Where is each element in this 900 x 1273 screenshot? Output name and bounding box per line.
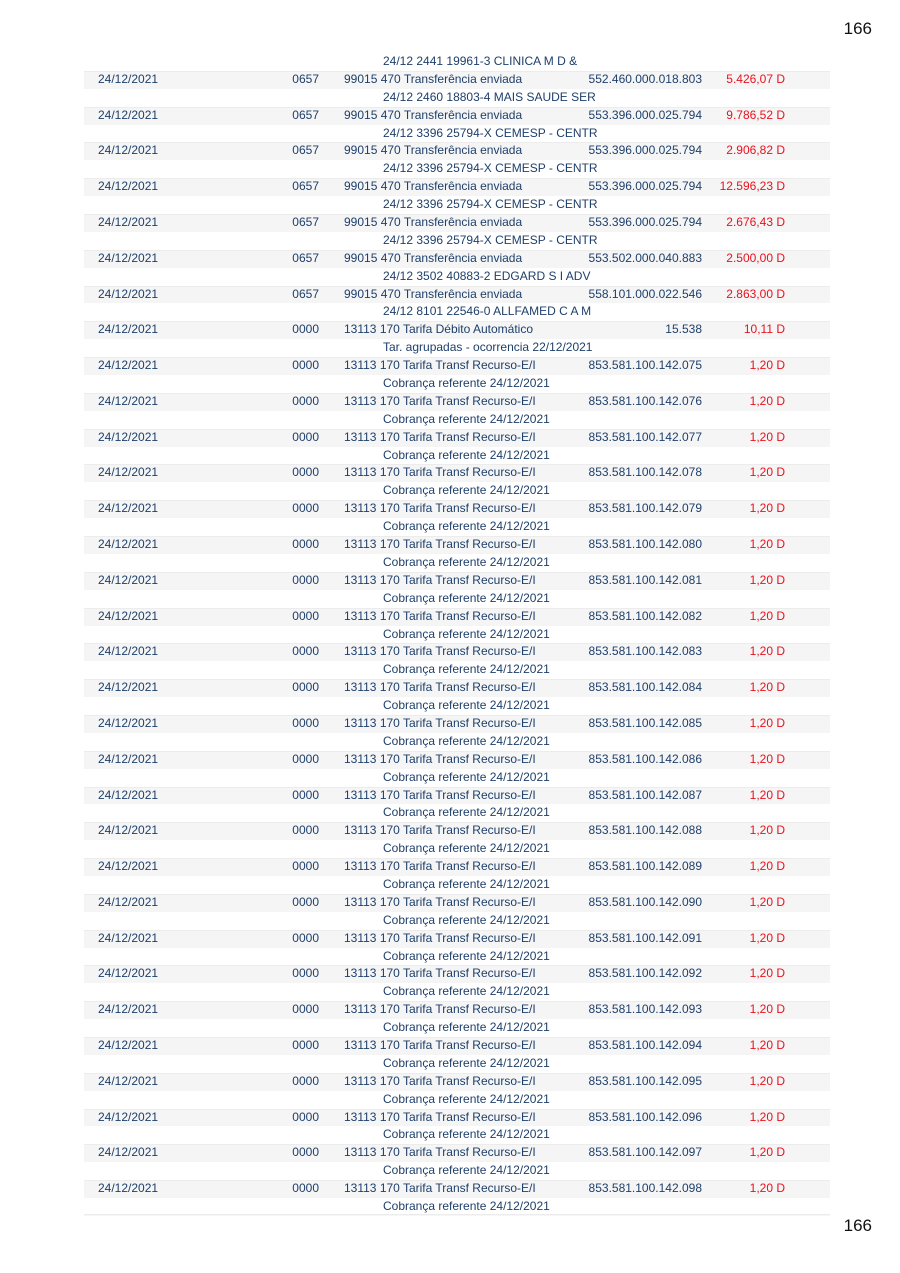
entry-history: 13113 170 Tarifa Transf Recurso-E/I xyxy=(344,644,536,659)
table-row-detail xyxy=(84,590,830,608)
entry-date: 24/12/2021 xyxy=(98,1181,159,1196)
table-row-detail xyxy=(84,948,830,966)
entry-detail: Cobrança referente 24/12/2021 xyxy=(383,841,550,856)
entry-document: 558.101.000.022.546 xyxy=(588,286,702,301)
entry-value: 1,20 D xyxy=(749,1037,785,1052)
entry-agency: 0000 xyxy=(292,1037,319,1052)
entry-date: 24/12/2021 xyxy=(98,465,159,480)
entry-agency: 0657 xyxy=(292,215,319,230)
entry-date: 24/12/2021 xyxy=(98,787,159,802)
entry-value: 1,20 D xyxy=(749,572,785,587)
entry-detail: Cobrança referente 24/12/2021 xyxy=(383,411,550,426)
entry-history: 13113 170 Tarifa Transf Recurso-E/I xyxy=(344,715,536,730)
entry-detail: Cobrança referente 24/12/2021 xyxy=(383,1091,550,1106)
entry-history: 13113 170 Tarifa Transf Recurso-E/I xyxy=(344,1181,536,1196)
entry-agency: 0657 xyxy=(292,179,319,194)
entry-value: 1,20 D xyxy=(749,1181,785,1196)
entry-value: 9.786,52 D xyxy=(726,107,785,122)
entry-value: 1,20 D xyxy=(749,1002,785,1017)
table-row xyxy=(84,572,830,590)
entry-document: 553.502.000.040.883 xyxy=(588,250,702,265)
entry-agency: 0000 xyxy=(292,930,319,945)
entry-document: 853.581.100.142.080 xyxy=(588,537,702,552)
entry-detail: Cobrança referente 24/12/2021 xyxy=(383,483,550,498)
table-row-detail xyxy=(84,160,830,178)
table-row xyxy=(84,393,830,411)
entry-document: 553.396.000.025.794 xyxy=(588,215,702,230)
entry-history: 13113 170 Tarifa Transf Recurso-E/I xyxy=(344,787,536,802)
entry-detail: 24/12 3502 40883-2 EDGARD S I ADV xyxy=(383,268,591,283)
table-row xyxy=(84,965,830,983)
entry-agency: 0657 xyxy=(292,71,319,86)
entry-document: 853.581.100.142.091 xyxy=(588,930,702,945)
entry-history: 13113 170 Tarifa Transf Recurso-E/I xyxy=(344,859,536,874)
entry-agency: 0000 xyxy=(292,1073,319,1088)
entry-date: 24/12/2021 xyxy=(98,608,159,623)
table-row-detail xyxy=(84,876,830,894)
entry-date: 24/12/2021 xyxy=(98,71,159,86)
table-row xyxy=(84,142,830,160)
entry-detail: Cobrança referente 24/12/2021 xyxy=(383,554,550,569)
entry-date: 24/12/2021 xyxy=(98,1109,159,1124)
entry-value: 1,20 D xyxy=(749,930,785,945)
table-row xyxy=(84,357,830,375)
table-row-detail xyxy=(84,733,830,751)
entry-document: 853.581.100.142.077 xyxy=(588,429,702,444)
table-row-detail xyxy=(84,411,830,429)
entry-value: 1,20 D xyxy=(749,823,785,838)
entry-agency: 0000 xyxy=(292,859,319,874)
entry-date: 24/12/2021 xyxy=(98,179,159,194)
entry-agency: 0000 xyxy=(292,1002,319,1017)
entry-date: 24/12/2021 xyxy=(98,322,159,337)
entry-history: 13113 170 Tarifa Transf Recurso-E/I xyxy=(344,1037,536,1052)
entry-date: 24/12/2021 xyxy=(98,859,159,874)
table-row xyxy=(84,1144,830,1162)
entry-history: 99015 470 Transferência enviada xyxy=(344,250,523,265)
entry-detail: Cobrança referente 24/12/2021 xyxy=(383,876,550,891)
entry-document: 552.460.000.018.803 xyxy=(588,71,702,86)
entry-history: 13113 170 Tarifa Transf Recurso-E/I xyxy=(344,1145,536,1160)
entry-date: 24/12/2021 xyxy=(98,286,159,301)
table-row-detail xyxy=(84,125,830,143)
entry-detail: Cobrança referente 24/12/2021 xyxy=(383,662,550,677)
table-row-detail xyxy=(84,840,830,858)
entry-value: 1,20 D xyxy=(749,644,785,659)
entry-detail: Cobrança referente 24/12/2021 xyxy=(383,590,550,605)
entry-document: 853.581.100.142.079 xyxy=(588,501,702,516)
entry-document: 853.581.100.142.092 xyxy=(588,966,702,981)
table-row xyxy=(84,930,830,948)
entry-date: 24/12/2021 xyxy=(98,1145,159,1160)
entry-document: 853.581.100.142.081 xyxy=(588,572,702,587)
table-row xyxy=(84,608,830,626)
entry-document: 853.581.100.142.076 xyxy=(588,393,702,408)
entry-value: 1,20 D xyxy=(749,787,785,802)
entry-history: 13113 170 Tarifa Transf Recurso-E/I xyxy=(344,966,536,981)
table-row xyxy=(84,643,830,661)
table-row-detail xyxy=(84,268,830,286)
entry-history: 13113 170 Tarifa Transf Recurso-E/I xyxy=(344,465,536,480)
table-row-detail xyxy=(84,53,830,71)
entry-document: 853.581.100.142.083 xyxy=(588,644,702,659)
entry-date: 24/12/2021 xyxy=(98,1002,159,1017)
entry-agency: 0000 xyxy=(292,429,319,444)
entry-date: 24/12/2021 xyxy=(98,823,159,838)
entry-value: 1,20 D xyxy=(749,465,785,480)
entry-date: 24/12/2021 xyxy=(98,393,159,408)
table-row xyxy=(84,787,830,805)
entry-detail: Cobrança referente 24/12/2021 xyxy=(383,733,550,748)
table-row-detail xyxy=(84,375,830,393)
entry-document: 853.581.100.142.078 xyxy=(588,465,702,480)
entry-date: 24/12/2021 xyxy=(98,358,159,373)
table-row-detail xyxy=(84,1019,830,1037)
entry-detail: 24/12 3396 25794-X CEMESP - CENTR xyxy=(383,197,598,212)
entry-value: 2.500,00 D xyxy=(726,250,785,265)
table-row-detail xyxy=(84,1198,830,1216)
entry-detail: Tar. agrupadas - ocorrencia 22/12/2021 xyxy=(383,340,593,355)
table-row-detail xyxy=(84,697,830,715)
entry-detail: Cobrança referente 24/12/2021 xyxy=(383,912,550,927)
entry-history: 13113 170 Tarifa Transf Recurso-E/I xyxy=(344,894,536,909)
entry-history: 13113 170 Tarifa Transf Recurso-E/I xyxy=(344,537,536,552)
entry-document: 853.581.100.142.098 xyxy=(588,1181,702,1196)
entry-document: 853.581.100.142.095 xyxy=(588,1073,702,1088)
entry-document: 853.581.100.142.093 xyxy=(588,1002,702,1017)
entry-document: 15.538 xyxy=(665,322,702,337)
entry-agency: 0000 xyxy=(292,572,319,587)
entry-agency: 0657 xyxy=(292,250,319,265)
table-row-detail xyxy=(84,518,830,536)
entry-detail: Cobrança referente 24/12/2021 xyxy=(383,805,550,820)
entry-date: 24/12/2021 xyxy=(98,680,159,695)
entry-value: 1,20 D xyxy=(749,537,785,552)
entry-history: 13113 170 Tarifa Transf Recurso-E/I xyxy=(344,358,536,373)
entry-value: 1,20 D xyxy=(749,966,785,981)
table-row xyxy=(84,822,830,840)
table-row-detail xyxy=(84,339,830,357)
table-row xyxy=(84,214,830,232)
table-row xyxy=(84,1180,830,1198)
entry-value: 1,20 D xyxy=(749,1145,785,1160)
table-row-detail xyxy=(84,661,830,679)
entry-date: 24/12/2021 xyxy=(98,1073,159,1088)
entry-history: 13113 170 Tarifa Transf Recurso-E/I xyxy=(344,930,536,945)
table-row xyxy=(84,1109,830,1127)
entry-value: 5.426,07 D xyxy=(726,71,785,86)
table-row xyxy=(84,858,830,876)
entry-detail: 24/12 2460 18803-4 MAIS SAUDE SER xyxy=(383,89,596,104)
entry-value: 2.906,82 D xyxy=(726,143,785,158)
entry-value: 1,20 D xyxy=(749,715,785,730)
table-row-detail xyxy=(84,196,830,214)
entry-detail: Cobrança referente 24/12/2021 xyxy=(383,1199,550,1213)
table-row xyxy=(84,250,830,268)
entry-date: 24/12/2021 xyxy=(98,250,159,265)
entry-document: 553.396.000.025.794 xyxy=(588,143,702,158)
table-row xyxy=(84,1073,830,1091)
table-row-detail xyxy=(84,89,830,107)
entry-agency: 0000 xyxy=(292,1181,319,1196)
entry-agency: 0000 xyxy=(292,715,319,730)
entry-date: 24/12/2021 xyxy=(98,644,159,659)
table-row-detail xyxy=(84,1126,830,1144)
entry-value: 1,20 D xyxy=(749,1109,785,1124)
entry-agency: 0000 xyxy=(292,966,319,981)
table-row xyxy=(84,500,830,518)
entry-agency: 0000 xyxy=(292,322,319,337)
entry-agency: 0000 xyxy=(292,537,319,552)
entry-detail: 24/12 3396 25794-X CEMESP - CENTR xyxy=(383,161,598,176)
entry-document: 853.581.100.142.089 xyxy=(588,859,702,874)
entry-value: 1,20 D xyxy=(749,859,785,874)
entry-document: 853.581.100.142.096 xyxy=(588,1109,702,1124)
entry-date: 24/12/2021 xyxy=(98,572,159,587)
entry-agency: 0000 xyxy=(292,501,319,516)
table-row xyxy=(84,286,830,304)
entry-agency: 0000 xyxy=(292,644,319,659)
entry-detail: Cobrança referente 24/12/2021 xyxy=(383,698,550,713)
entry-detail: Cobrança referente 24/12/2021 xyxy=(383,948,550,963)
table-row xyxy=(84,715,830,733)
table-row-detail xyxy=(84,804,830,822)
table-row xyxy=(84,1001,830,1019)
entry-date: 24/12/2021 xyxy=(98,537,159,552)
entry-document: 853.581.100.142.097 xyxy=(588,1145,702,1160)
table-row xyxy=(84,321,830,339)
entry-document: 553.396.000.025.794 xyxy=(588,179,702,194)
entry-agency: 0657 xyxy=(292,107,319,122)
entry-history: 99015 470 Transferência enviada xyxy=(344,107,523,122)
entry-agency: 0000 xyxy=(292,608,319,623)
entry-agency: 0000 xyxy=(292,465,319,480)
entry-history: 13113 170 Tarifa Transf Recurso-E/I xyxy=(344,608,536,623)
table-row-detail xyxy=(84,447,830,465)
entry-value: 1,20 D xyxy=(749,429,785,444)
table-row-detail xyxy=(84,1091,830,1109)
table-row-detail xyxy=(84,983,830,1001)
entry-value: 1,20 D xyxy=(749,1073,785,1088)
table-row-detail xyxy=(84,303,830,321)
table-row xyxy=(84,429,830,447)
entry-history: 13113 170 Tarifa Transf Recurso-E/I xyxy=(344,1073,536,1088)
entry-value: 1,20 D xyxy=(749,358,785,373)
table-row xyxy=(84,751,830,769)
entry-agency: 0000 xyxy=(292,1145,319,1160)
entry-agency: 0657 xyxy=(292,143,319,158)
table-row xyxy=(84,894,830,912)
entry-detail: Cobrança referente 24/12/2021 xyxy=(383,1127,550,1142)
entry-detail: Cobrança referente 24/12/2021 xyxy=(383,984,550,999)
entry-date: 24/12/2021 xyxy=(98,429,159,444)
entry-document: 853.581.100.142.085 xyxy=(588,715,702,730)
entry-history: 13113 170 Tarifa Transf Recurso-E/I xyxy=(344,680,536,695)
entry-detail: 24/12 3396 25794-X CEMESP - CENTR xyxy=(383,232,598,247)
table-row xyxy=(84,679,830,697)
table-row-detail xyxy=(84,769,830,787)
page-number-bottom: 166 xyxy=(843,1216,872,1235)
entry-history: 13113 170 Tarifa Transf Recurso-E/I xyxy=(344,429,536,444)
entry-date: 24/12/2021 xyxy=(98,501,159,516)
entry-date: 24/12/2021 xyxy=(98,715,159,730)
table-row xyxy=(84,464,830,482)
entry-value: 1,20 D xyxy=(749,751,785,766)
entry-history: 99015 470 Transferência enviada xyxy=(344,286,523,301)
entry-value: 12.596,23 D xyxy=(719,179,785,194)
entry-date: 24/12/2021 xyxy=(98,143,159,158)
entry-history: 13113 170 Tarifa Débito Automático xyxy=(344,322,534,337)
table-row xyxy=(84,71,830,89)
entry-value: 2.676,43 D xyxy=(726,215,785,230)
entry-history: 13113 170 Tarifa Transf Recurso-E/I xyxy=(344,501,536,516)
entry-agency: 0000 xyxy=(292,393,319,408)
entry-agency: 0000 xyxy=(292,751,319,766)
entry-detail: Cobrança referente 24/12/2021 xyxy=(383,769,550,784)
table-row-detail xyxy=(84,1162,830,1180)
entry-detail: 24/12 2441 19961-3 CLINICA M D & xyxy=(383,54,578,68)
entry-detail: Cobrança referente 24/12/2021 xyxy=(383,447,550,462)
table-row xyxy=(84,178,830,196)
entry-agency: 0657 xyxy=(292,286,319,301)
entry-date: 24/12/2021 xyxy=(98,930,159,945)
entry-history: 13113 170 Tarifa Transf Recurso-E/I xyxy=(344,1109,536,1124)
entry-document: 853.581.100.142.094 xyxy=(588,1037,702,1052)
entry-detail: Cobrança referente 24/12/2021 xyxy=(383,376,550,391)
entry-value: 1,20 D xyxy=(749,501,785,516)
table-row-detail xyxy=(84,626,830,644)
entry-history: 99015 470 Transferência enviada xyxy=(344,215,523,230)
entry-document: 853.581.100.142.086 xyxy=(588,751,702,766)
entry-history: 99015 470 Transferência enviada xyxy=(344,179,523,194)
entry-document: 853.581.100.142.075 xyxy=(588,358,702,373)
entry-value: 1,20 D xyxy=(749,608,785,623)
table-row-detail xyxy=(84,232,830,250)
entry-agency: 0000 xyxy=(292,1109,319,1124)
entry-detail: Cobrança referente 24/12/2021 xyxy=(383,1163,550,1178)
statement-table xyxy=(84,53,830,1216)
entry-date: 24/12/2021 xyxy=(98,215,159,230)
entry-agency: 0000 xyxy=(292,358,319,373)
entry-history: 99015 470 Transferência enviada xyxy=(344,143,523,158)
entry-history: 13113 170 Tarifa Transf Recurso-E/I xyxy=(344,1002,536,1017)
entry-agency: 0000 xyxy=(292,894,319,909)
entry-detail: Cobrança referente 24/12/2021 xyxy=(383,626,550,641)
entry-detail: Cobrança referente 24/12/2021 xyxy=(383,1055,550,1070)
entry-value: 1,20 D xyxy=(749,894,785,909)
entry-history: 13113 170 Tarifa Transf Recurso-E/I xyxy=(344,751,536,766)
entry-history: 99015 470 Transferência enviada xyxy=(344,71,523,86)
entry-value: 1,20 D xyxy=(749,680,785,695)
entry-detail: Cobrança referente 24/12/2021 xyxy=(383,519,550,534)
entry-document: 553.396.000.025.794 xyxy=(588,107,702,122)
entry-agency: 0000 xyxy=(292,787,319,802)
entry-document: 853.581.100.142.082 xyxy=(588,608,702,623)
entry-document: 853.581.100.142.087 xyxy=(588,787,702,802)
table-row-detail xyxy=(84,912,830,930)
page-number-top: 166 xyxy=(843,19,872,38)
entry-document: 853.581.100.142.088 xyxy=(588,823,702,838)
entry-date: 24/12/2021 xyxy=(98,107,159,122)
entry-date: 24/12/2021 xyxy=(98,1037,159,1052)
entry-detail: 24/12 8101 22546-0 ALLFAMED C A M xyxy=(383,304,592,319)
entry-detail: Cobrança referente 24/12/2021 xyxy=(383,1020,550,1035)
table-row xyxy=(84,1037,830,1055)
entry-date: 24/12/2021 xyxy=(98,966,159,981)
table-row-detail xyxy=(84,1055,830,1073)
entry-date: 24/12/2021 xyxy=(98,751,159,766)
entry-value: 2.863,00 D xyxy=(726,286,785,301)
entry-history: 13113 170 Tarifa Transf Recurso-E/I xyxy=(344,572,536,587)
entry-value: 10,11 D xyxy=(743,322,785,337)
entry-date: 24/12/2021 xyxy=(98,894,159,909)
entry-document: 853.581.100.142.090 xyxy=(588,894,702,909)
entry-history: 13113 170 Tarifa Transf Recurso-E/I xyxy=(344,393,536,408)
table-row-detail xyxy=(84,554,830,572)
entry-value: 1,20 D xyxy=(749,393,785,408)
entry-document: 853.581.100.142.084 xyxy=(588,680,702,695)
entry-agency: 0000 xyxy=(292,823,319,838)
entry-history: 13113 170 Tarifa Transf Recurso-E/I xyxy=(344,823,536,838)
table-row xyxy=(84,536,830,554)
entry-detail: 24/12 3396 25794-X CEMESP - CENTR xyxy=(383,125,598,140)
table-row-detail xyxy=(84,482,830,500)
table-row xyxy=(84,107,830,125)
entry-agency: 0000 xyxy=(292,680,319,695)
